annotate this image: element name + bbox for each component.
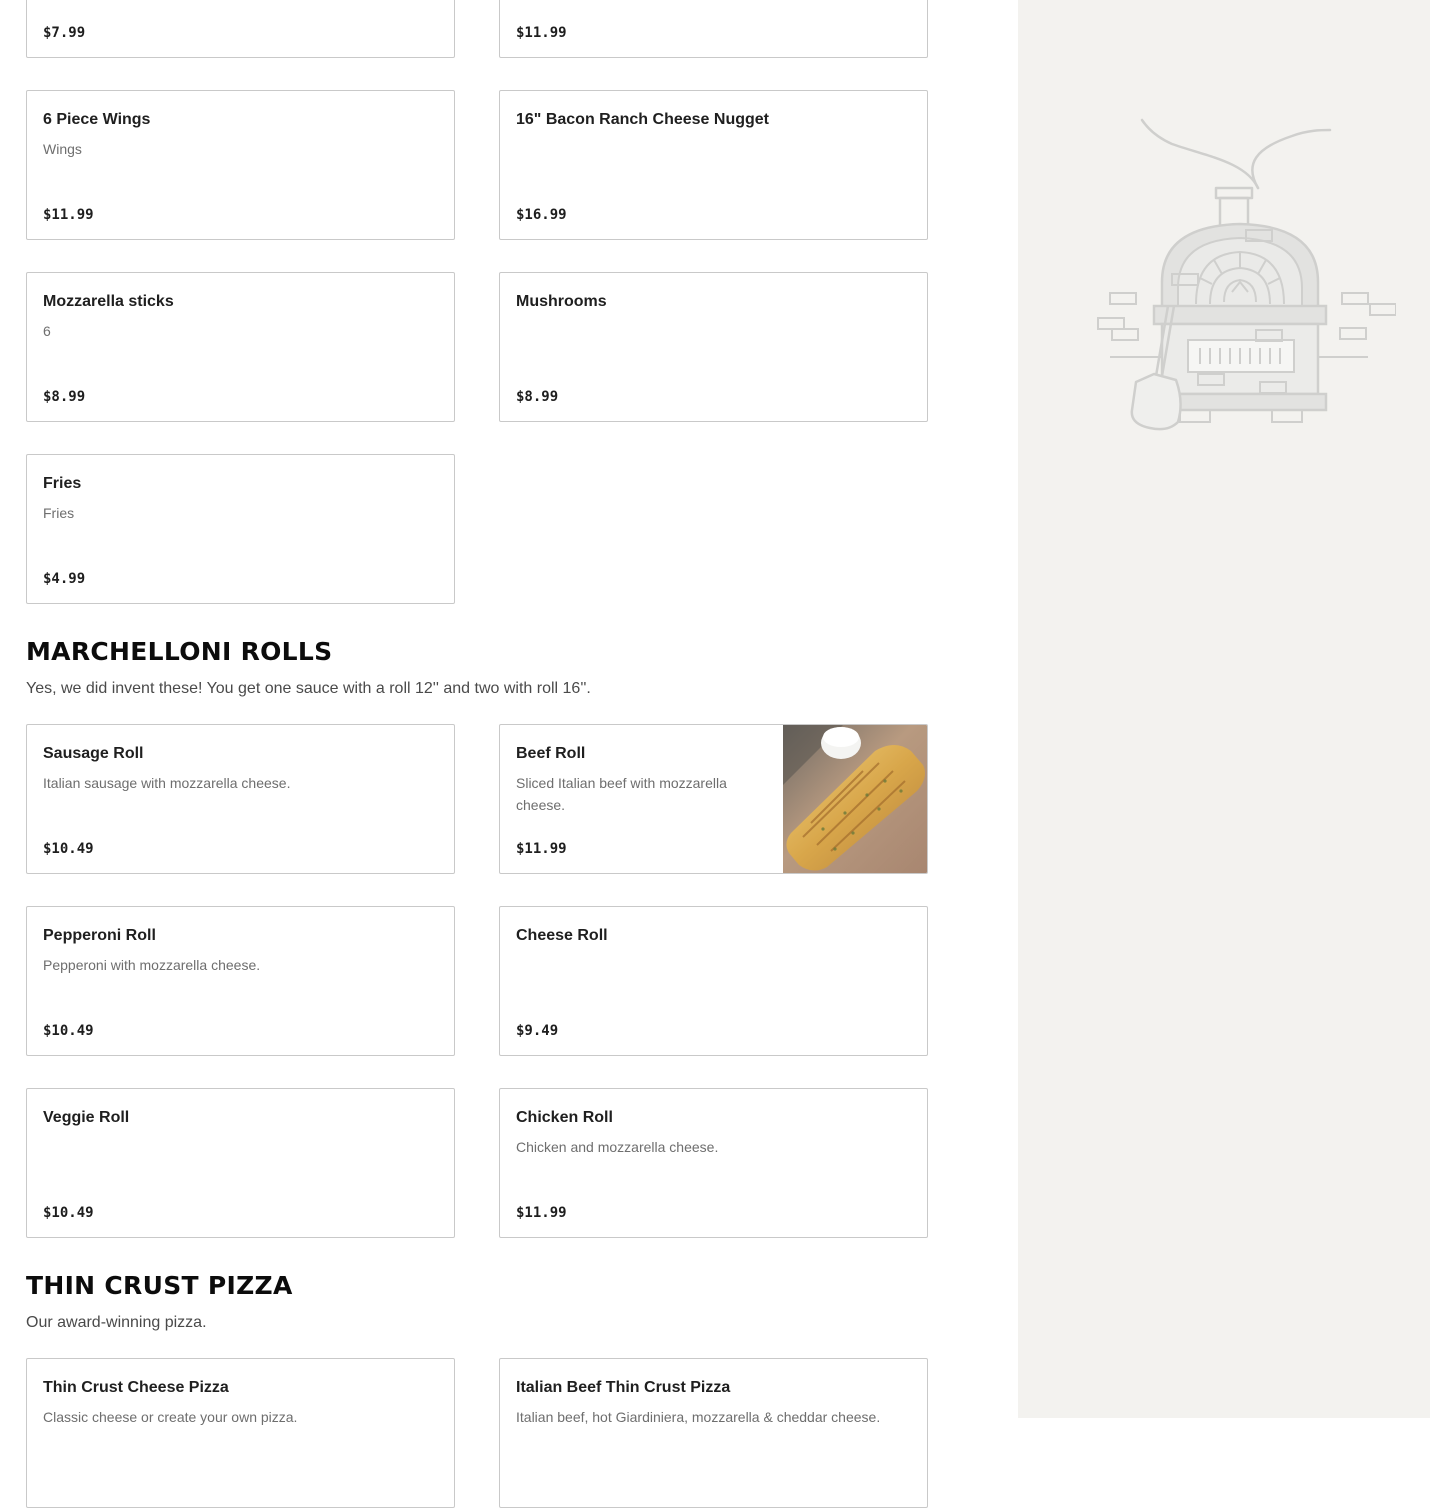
menu-item-card[interactable] <box>499 272 928 422</box>
menu-item-card[interactable] <box>26 1358 455 1508</box>
item-price: $11.99 <box>43 207 94 223</box>
item-name: Fries <box>43 475 82 492</box>
menu-item-card[interactable] <box>499 1358 928 1508</box>
item-description: Sliced Italian beef with mozzarella cheese. <box>516 775 727 813</box>
item-description: Italian beef, hot Giardiniera, mozzarella & cheddar cheese. <box>516 1409 881 1425</box>
item-name: Sausage Roll <box>43 745 144 762</box>
item-price: $11.99 <box>516 1205 567 1221</box>
item-name: Mushrooms <box>516 293 607 310</box>
item-price: $7.99 <box>43 25 86 41</box>
item-name: 16" Bacon Ranch Cheese Nugget <box>516 111 769 128</box>
side-panel <box>1018 0 1430 1418</box>
menu-item-card[interactable] <box>26 1088 455 1238</box>
item-price: $4.99 <box>43 571 86 587</box>
item-price: $10.49 <box>43 1023 94 1039</box>
item-price: $8.99 <box>516 389 559 405</box>
section-description: Our award-winning pizza. <box>26 1314 207 1331</box>
item-name: Italian Beef Thin Crust Pizza <box>516 1379 731 1396</box>
menu-item-card[interactable] <box>499 906 928 1056</box>
menu-item-card[interactable] <box>26 906 455 1056</box>
item-name: Mozzarella sticks <box>43 293 174 310</box>
item-price: $11.99 <box>516 841 567 857</box>
item-price: $9.49 <box>516 1023 559 1039</box>
menu-item-card[interactable] <box>26 0 455 58</box>
item-name: 6 Piece Wings <box>43 111 151 128</box>
menu-item-card[interactable] <box>499 90 928 240</box>
beef-roll-photo <box>783 725 927 873</box>
item-name: Chicken Roll <box>516 1109 613 1126</box>
item-name: Veggie Roll <box>43 1109 130 1126</box>
item-name: Cheese Roll <box>516 927 608 944</box>
section-title: MARCHELLONI ROLLS <box>26 637 333 666</box>
item-price: $11.99 <box>516 25 567 41</box>
menu-item-card[interactable] <box>26 724 455 874</box>
menu-item-card[interactable] <box>499 0 928 58</box>
section-description: Yes, we did invent these! You get one sauce with a roll 12'' and two with roll 16''. <box>26 680 591 697</box>
menu-item-card[interactable] <box>26 90 455 240</box>
item-name: Pepperoni Roll <box>43 927 156 944</box>
item-price: $10.49 <box>43 841 94 857</box>
item-description: Fries <box>43 505 75 521</box>
menu-item-card[interactable] <box>26 272 455 422</box>
item-description: Pepperoni with mozzarella cheese. <box>43 957 261 973</box>
menu-item-card[interactable] <box>499 1088 928 1238</box>
section-title: THIN CRUST PIZZA <box>26 1271 293 1300</box>
item-description: Italian sausage with mozzarella cheese. <box>43 775 291 791</box>
item-price: $8.99 <box>43 389 86 405</box>
menu-item-card[interactable] <box>499 724 928 874</box>
item-price: $10.49 <box>43 1205 94 1221</box>
item-name: Beef Roll <box>516 745 586 762</box>
menu-item-card[interactable] <box>26 454 455 604</box>
item-description: Chicken and mozzarella cheese. <box>516 1139 719 1155</box>
item-description: Wings <box>43 141 82 157</box>
item-description: 6 <box>43 323 51 339</box>
item-name: Thin Crust Cheese Pizza <box>43 1379 229 1396</box>
item-description: Classic cheese or create your own pizza. <box>43 1409 298 1425</box>
pizza-oven-illustration <box>1096 112 1396 437</box>
item-price: $16.99 <box>516 207 567 223</box>
